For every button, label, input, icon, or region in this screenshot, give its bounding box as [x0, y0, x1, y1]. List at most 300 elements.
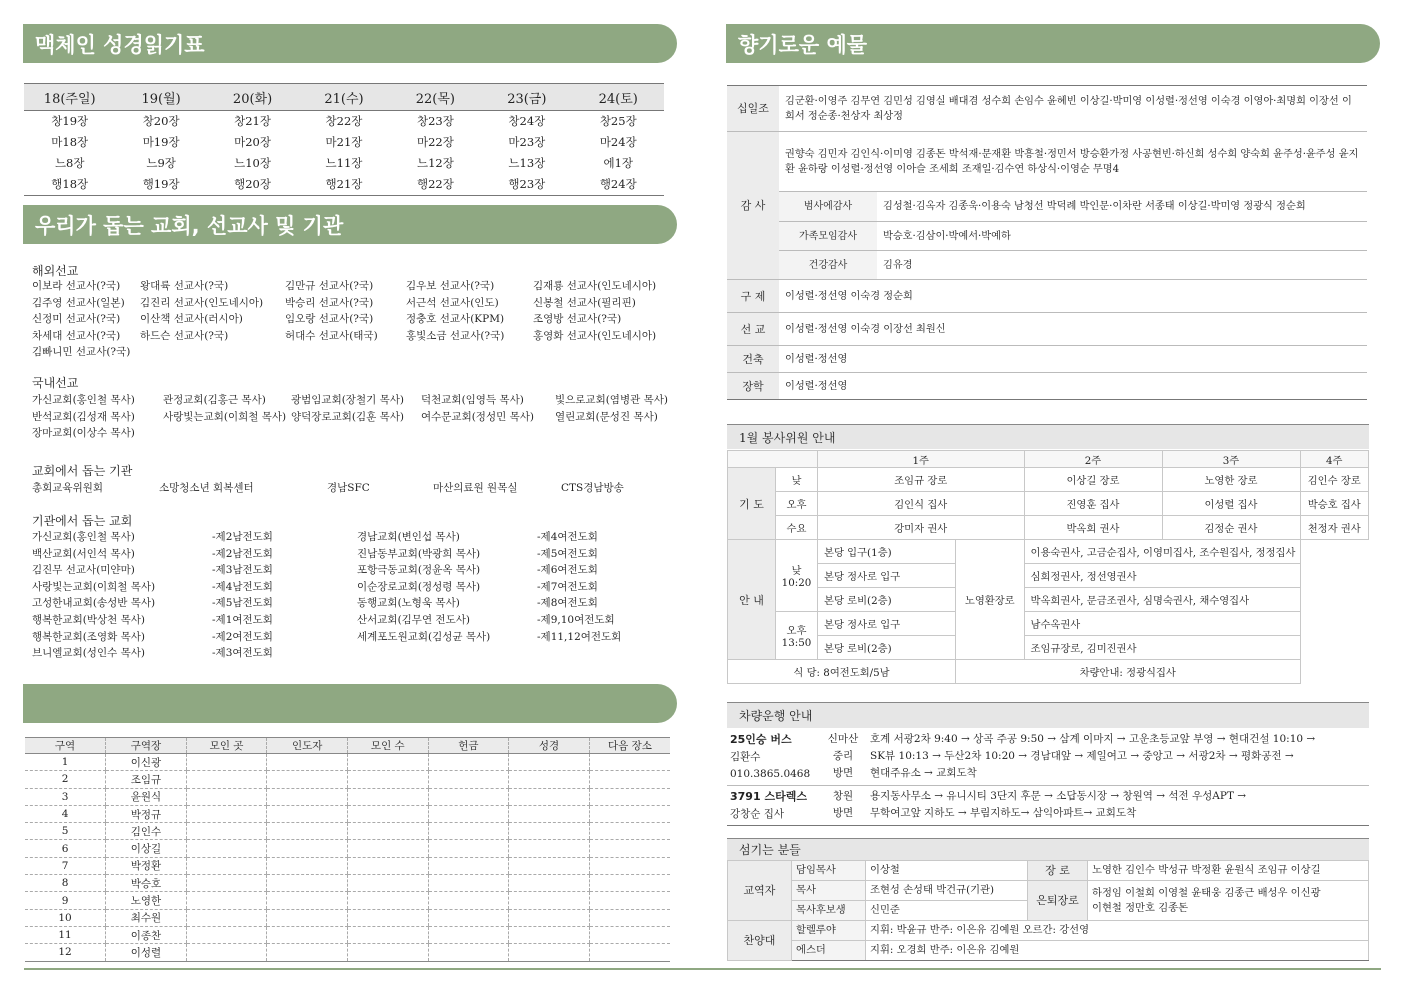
offering-title-band	[726, 24, 1380, 63]
zone-row	[25, 857, 670, 874]
guide-people: 조임규장로, 김미진권사	[1024, 636, 1300, 660]
overseas-item: 서근석 선교사(인도)	[406, 296, 499, 309]
servants-title: 섬기는 분들	[727, 838, 1369, 860]
reading-cell: 마19장	[142, 135, 180, 149]
vehicle-route-line: 현대주유소 → 교회도착	[870, 767, 977, 779]
zone-number: 2	[25, 771, 106, 788]
service-title: 1월 봉사위원 안내	[727, 424, 1369, 449]
zone-blank-cell[interactable]	[428, 840, 509, 857]
pastor-label: 담임목사	[792, 861, 866, 881]
zone-blank-cell[interactable]	[186, 875, 267, 892]
zone-blank-cell[interactable]	[589, 909, 670, 926]
zone-blank-cell[interactable]	[348, 840, 429, 857]
church-cell: -제11,12여전도회	[537, 630, 622, 643]
guide-people: 심희정권사, 정선영권사	[1024, 564, 1300, 588]
zone-number: 11	[25, 926, 106, 943]
cand-name: 신민준	[866, 901, 1028, 921]
zone-blank-cell[interactable]	[348, 805, 429, 822]
offering-table	[727, 85, 1367, 400]
family-names: 박승호·김삼이·박예서·박예하	[877, 222, 1367, 251]
church-cell: -제8여전도회	[537, 597, 598, 610]
zone-blank-cell[interactable]	[589, 892, 670, 909]
vehicle-area-line: 창원	[832, 790, 854, 802]
prayer-person: 강미자 권사	[818, 516, 1025, 540]
vehicle-name: 3791 스타렉스	[730, 790, 807, 803]
scholar-names: 이성렬·정선영	[779, 373, 1367, 400]
vehicle-area	[819, 729, 867, 786]
service-table	[727, 450, 1369, 684]
vehicle-area-line: 방면	[832, 767, 854, 779]
vehicle-area-line: 중리	[832, 750, 854, 762]
zone-blank-cell[interactable]	[186, 771, 267, 788]
reading-cell: 마18장	[51, 135, 89, 149]
zone-blank-cell[interactable]	[186, 944, 267, 961]
prayer-person: 천정자 권사	[1300, 516, 1369, 540]
zone-number: 9	[25, 892, 106, 909]
overseas-item: 신정미 선교사(?국)	[32, 313, 121, 326]
prayer-row	[728, 468, 1369, 492]
guide-spot: 본당 정사로 입구	[818, 612, 956, 636]
zone-blank-cell[interactable]	[348, 788, 429, 805]
vehicle-phone: 010.3865.0468	[730, 768, 811, 780]
church-cell: -제6여전도회	[537, 564, 598, 577]
vehicle-driver: 강창순 집사	[730, 808, 785, 820]
zone-leader: 최수원	[106, 909, 187, 926]
zone-blank-cell[interactable]	[428, 892, 509, 909]
zone-blank-cell[interactable]	[509, 892, 590, 909]
church-cell: 행복한교회(조영화 목사)	[32, 630, 145, 643]
zone-blank-cell[interactable]	[267, 875, 348, 892]
church-cell: 세계포도원교회(김성균 목사)	[357, 630, 491, 643]
zone-blank-cell[interactable]	[589, 805, 670, 822]
zone-blank-cell[interactable]	[267, 823, 348, 840]
reading-cell: 창21장	[234, 114, 271, 128]
guide-day-hour: 10:20	[781, 577, 812, 589]
vehicle-route-line: SK뷰 10:13 → 두산2차 10:20 → 경남대앞 → 제일여고 → 중앙고 → 서광2차 → 평화공전 →	[870, 750, 1294, 762]
sunday-label: 범사에감사	[779, 192, 877, 222]
zone-blank-cell[interactable]	[589, 823, 670, 840]
build-label: 건축	[727, 346, 779, 373]
reading-day-header: 19(월)	[115, 84, 206, 111]
reading-cell: 마22장	[416, 135, 454, 149]
zone-blank-cell[interactable]	[186, 926, 267, 943]
reading-cell: 행24장	[573, 174, 664, 196]
zone-number: 3	[25, 788, 106, 805]
church-cell: -제5여전도회	[537, 547, 598, 560]
zone-blank-cell[interactable]	[186, 909, 267, 926]
reading-row	[24, 174, 664, 196]
thanks-label: 감 사	[727, 132, 779, 280]
zone-blank-cell[interactable]	[348, 926, 429, 943]
zone-blank-cell[interactable]	[428, 805, 509, 822]
health-names: 김유경	[877, 251, 1367, 280]
week-header: 1주	[818, 451, 1025, 468]
domestic-item: 사랑빛는교회(이희철 목사)	[163, 410, 287, 423]
zone-blank-cell[interactable]	[186, 840, 267, 857]
vehicle-title: 차량운행 안내	[727, 702, 1369, 728]
vehicle-table	[727, 729, 1369, 826]
zone-blank-cell[interactable]	[589, 754, 670, 771]
vehicle-area	[819, 786, 867, 826]
vehicle-row	[727, 786, 1369, 826]
zone-blank-cell[interactable]	[428, 875, 509, 892]
domestic-item: 관정교회(김홍근 목사)	[163, 394, 266, 406]
elder-label: 장 로	[1028, 861, 1088, 881]
zone-blank-cell[interactable]	[267, 788, 348, 805]
zone-blank-cell[interactable]	[509, 926, 590, 943]
zone-blank-cell[interactable]	[267, 909, 348, 926]
thanks-names: 권향숙 김민자 김인식·이미영 김종돈 박석재·문재환 박흥철·정민서 방승환가정 사공현빈·하신희 성수희 양숙희 윤주성·윤주성 윤지환 윤하랑 이성렬·정선영 이아슬 조세희 조재일·김수연 하상식·이영순 무명4	[779, 132, 1367, 192]
zone-blank-cell[interactable]	[186, 892, 267, 909]
zone-blank-cell[interactable]	[589, 857, 670, 874]
reading-row	[24, 111, 664, 133]
overseas-item: 왕대륙 선교사(?국)	[140, 280, 229, 292]
reading-day-header: 23(금)	[481, 84, 572, 111]
zone-blank-cell[interactable]	[509, 823, 590, 840]
zone-header: 모인 곳	[186, 738, 267, 754]
overseas-item: 홍영화 선교사(인도네시아)	[533, 329, 657, 342]
zone-blank-cell[interactable]	[186, 754, 267, 771]
guide-day-time	[776, 540, 818, 612]
zone-number: 1	[25, 754, 106, 771]
reading-cell: 행22장	[390, 174, 481, 196]
domestic-item: 가신교회(홍인철 목사)	[32, 394, 135, 406]
zone-blank-cell[interactable]	[348, 857, 429, 874]
zone-blank-cell[interactable]	[267, 892, 348, 909]
reading-cell: 행19장	[115, 174, 206, 196]
prayer-slot: 오후	[776, 492, 818, 516]
zone-blank-cell[interactable]	[348, 909, 429, 926]
guide-pm: 오후	[786, 625, 807, 637]
reading-cell: 마24장	[599, 135, 637, 149]
zone-blank-cell[interactable]	[509, 857, 590, 874]
zone-row	[25, 754, 670, 771]
zone-row	[25, 805, 670, 822]
reading-cell: 마21장	[325, 135, 363, 149]
guide-label: 안 내	[728, 540, 776, 660]
zone-blank-cell[interactable]	[348, 754, 429, 771]
zone-number: 4	[25, 805, 106, 822]
overseas-item: 하드슨 선교사(?국)	[140, 329, 229, 342]
zone-header: 모인 수	[348, 738, 429, 754]
health-label: 건강감사	[779, 251, 877, 280]
vehicle-row	[727, 729, 1369, 786]
zone-blank-cell[interactable]	[428, 857, 509, 874]
guide-spot: 본당 로비(2층)	[818, 636, 956, 660]
prayer-person: 박승호 집사	[1300, 492, 1369, 516]
zone-blank-cell[interactable]	[348, 771, 429, 788]
zone-number: 10	[25, 909, 106, 926]
choir1-info: 지휘: 박윤규 반주: 이은유 김예원 오르간: 강선영	[866, 921, 1369, 941]
church-cell: 사랑빛는교회(이희철 목사)	[32, 580, 156, 593]
zone-blank-cell[interactable]	[348, 875, 429, 892]
inst-item: CTS경남방송	[561, 482, 624, 494]
vehicle-info	[727, 729, 819, 786]
church-cell: 김진무 선교사(미얀마)	[32, 564, 135, 577]
reading-cell: 느11장	[325, 156, 363, 170]
zone-blank-cell[interactable]	[267, 926, 348, 943]
zone-leader: 이종찬	[106, 926, 187, 943]
reading-cell: 느13장	[508, 156, 546, 170]
domestic-item: 장마교회(이상수 목사)	[32, 427, 135, 440]
reading-cell: 창23장	[416, 114, 454, 128]
guide-row	[728, 564, 1369, 588]
church-cell: 이순장로교회(정성령 목사)	[357, 580, 481, 593]
zone-leader: 박정규	[106, 805, 187, 822]
bottom-line	[24, 968, 1381, 970]
zone-leader: 이신광	[106, 754, 187, 771]
zone-row	[25, 823, 670, 840]
church-title: 기관에서 돕는 교회	[32, 514, 133, 528]
overseas-item: 임오랑 선교사(?국)	[285, 313, 374, 326]
church-cell: 동행교회(노형욱 목사)	[357, 597, 460, 610]
church-cell: -제9,10여전도회	[537, 613, 615, 626]
vehicle-route-line: 호계 서광2차 9:40 → 상곡 주공 9:50 → 삼계 이마지 → 고운초등교앞 부영 → 현대건설 10:10 →	[870, 733, 1316, 745]
guide-people: 박옥희권사, 문금조권사, 심명숙권사, 채수영집사	[1024, 588, 1300, 612]
prayer-person: 박옥희 권사	[1024, 516, 1162, 540]
zone-header: 인도자	[267, 738, 348, 754]
reading-cell: 마23장	[508, 135, 546, 149]
elder-names: 노영한 김인수 박성규 박정환 윤원식 조임규 이상길	[1088, 861, 1369, 881]
inst-title: 교회에서 돕는 기관	[32, 464, 133, 478]
prayer-person: 조임규 장로	[818, 468, 1025, 492]
reading-day-header: 22(목)	[390, 84, 481, 111]
guide-spot: 본당 입구(1층)	[818, 540, 956, 564]
choir1-name: 할렐루야	[792, 921, 866, 941]
church-cell: -제3남전도회	[212, 564, 273, 577]
inst-list	[32, 480, 691, 497]
scholar-label: 장학	[727, 373, 779, 400]
overseas-item: 이보라 선교사(?국)	[32, 280, 121, 292]
mission-names: 이성렬·정선영 이숙경 이장선 최원신	[779, 313, 1367, 346]
zone-blank-cell[interactable]	[589, 788, 670, 805]
zone-blank-cell[interactable]	[428, 909, 509, 926]
church-cell: -제4여전도회	[537, 531, 598, 543]
church-cell	[357, 645, 537, 662]
zone-row	[25, 875, 670, 892]
guide-pm-time	[776, 612, 818, 660]
zone-blank-cell[interactable]	[589, 926, 670, 943]
vehicle-driver: 김환수	[730, 751, 761, 763]
guide-row	[728, 588, 1369, 612]
assoc-names: 조현성 손성태 박건규(기관)	[866, 881, 1028, 901]
inst-item: 총회교육위원회	[32, 482, 104, 494]
reading-cell: 행21장	[298, 174, 389, 196]
week-header: 4주	[1300, 451, 1369, 468]
zone-blank-cell[interactable]	[267, 840, 348, 857]
relief-names: 이성렬·정선영 이숙경 정순희	[779, 280, 1367, 313]
prayer-person: 김인수 장로	[1300, 468, 1369, 492]
vehicle-route-line: 용지동사무소 → 유니시티 3단지 후문 → 소답동시장 → 창원역 → 석전 우성APT →	[870, 790, 1247, 802]
church-cell: 브니엘교회(성인수 목사)	[32, 647, 145, 660]
church-cell: -제2남전도회	[212, 531, 273, 543]
reading-row	[24, 153, 664, 174]
zone-blank-cell[interactable]	[267, 754, 348, 771]
domestic-item: 덕천교회(임영득 목사)	[421, 394, 524, 406]
zone-blank-cell[interactable]	[589, 944, 670, 961]
zone-blank-cell[interactable]	[509, 840, 590, 857]
zone-blank-cell[interactable]	[589, 840, 670, 857]
reading-day-header: 24(토)	[573, 84, 664, 111]
zone-leader: 조임규	[106, 771, 187, 788]
zone-blank-cell[interactable]	[267, 805, 348, 822]
church-cell: -제3여전도회	[212, 647, 273, 660]
reading-cell: 에1장	[603, 156, 634, 170]
prayer-person: 김정순 권사	[1162, 516, 1300, 540]
zone-blank-cell[interactable]	[428, 788, 509, 805]
offering-title: 향기로운 예물	[738, 32, 868, 57]
zone-row	[25, 771, 670, 788]
prayer-person: 진영훈 집사	[1024, 492, 1162, 516]
overseas-item: 김만규 선교사(?국)	[285, 280, 374, 292]
sunday-names: 김성철·김옥자 김종욱·이용숙 남청선 박덕례 박인문·이차란 서종태 이상길·박미영 정광식 정순희	[877, 192, 1367, 222]
staff-label: 교역자	[728, 861, 792, 921]
guide-row	[728, 612, 1369, 636]
tithe-names: 김군환·이영주 김무연 김민성 김영실 배대겸 성수희 손임수 윤혜빈 이상길·박미영 이성렬·정선영 이숙경 이영아·최명희 이장선 이희서 정순종·천상자 최상정	[779, 86, 1367, 132]
retired-line-1: 하정임 이철희 이영철 윤태웅 김종근 배성우 이신광	[1092, 886, 1321, 899]
zone-leader: 박승호	[106, 875, 187, 892]
vehicle-name: 25인승 버스	[730, 733, 792, 746]
overseas-item: 정충호 선교사(KPM)	[406, 313, 505, 326]
zone-blank-cell[interactable]	[589, 771, 670, 788]
guide-row	[728, 540, 1369, 564]
overseas-list	[32, 278, 663, 361]
overseas-item: 홍빛소금 선교사(?국)	[406, 329, 505, 342]
zone-blank-cell[interactable]	[509, 771, 590, 788]
pastor-name: 이상철	[866, 861, 1028, 881]
zone-blank-cell[interactable]	[428, 944, 509, 961]
church-cell: 경남교회(변인섭 목사)	[357, 531, 460, 543]
zone-report-table	[25, 737, 670, 962]
zone-blank-cell[interactable]	[428, 823, 509, 840]
vehicle-info	[727, 786, 819, 826]
reading-day-header: 21(수)	[298, 84, 389, 111]
reading-title-band	[23, 24, 677, 63]
tithe-label: 십일조	[727, 86, 779, 132]
zone-blank-cell[interactable]	[509, 875, 590, 892]
zone-blank-cell[interactable]	[509, 909, 590, 926]
domestic-item: 광범임교회(장철기 목사)	[291, 394, 404, 406]
zone-row	[25, 788, 670, 805]
zone-blank-cell[interactable]	[186, 823, 267, 840]
zone-leader: 김인수	[106, 823, 187, 840]
zone-blank-cell[interactable]	[348, 892, 429, 909]
overseas-item: 이산책 선교사(러시아)	[140, 313, 243, 326]
prayer-row	[728, 516, 1369, 540]
zone-row	[25, 926, 670, 943]
zone-blank-cell[interactable]	[589, 875, 670, 892]
zone-blank-cell[interactable]	[509, 788, 590, 805]
zone-number: 7	[25, 857, 106, 874]
church-cell: 가신교회(홍인철 목사)	[32, 531, 135, 543]
zone-blank-cell[interactable]	[348, 823, 429, 840]
relief-label: 구 제	[727, 280, 779, 313]
build-names: 이성렬·정선영	[779, 346, 1367, 373]
overseas-item: 김주영 선교사(일본)	[32, 296, 125, 309]
reading-cell: 느9장	[146, 156, 176, 170]
overseas-item: 김우보 선교사(?국)	[406, 280, 495, 292]
overseas-item: 허대수 선교사(태국)	[285, 329, 378, 342]
zone-blank-cell[interactable]	[428, 771, 509, 788]
support-title: 우리가 돕는 교회, 선교사 및 기관	[35, 213, 344, 238]
zone-row	[25, 944, 670, 961]
reading-day-header: 20(화)	[207, 84, 298, 111]
guide-row	[728, 636, 1369, 660]
zone-blank-cell[interactable]	[267, 857, 348, 874]
guide-leader: 노영환장로	[956, 540, 1025, 660]
zone-row	[25, 892, 670, 909]
zone-row	[25, 840, 670, 857]
zone-blank-cell[interactable]	[186, 805, 267, 822]
zone-blank-cell[interactable]	[348, 944, 429, 961]
vehicle-route	[867, 729, 1369, 786]
zone-blank-cell[interactable]	[428, 926, 509, 943]
prayer-slot: 수요	[776, 516, 818, 540]
church-cell: 포항극동교회(정윤옥 목사)	[357, 564, 481, 577]
zone-blank-cell[interactable]	[267, 944, 348, 961]
reading-cell: 창22장	[325, 114, 363, 128]
retired-label: 은퇴장로	[1028, 881, 1088, 921]
cand-label: 목사후보생	[792, 901, 866, 921]
zone-blank-cell[interactable]	[186, 857, 267, 874]
church-cell: 진남동부교회(박광희 목사)	[357, 547, 481, 560]
inst-item: 경남SFC	[327, 482, 370, 494]
reading-day-header: 18(주일)	[24, 84, 115, 111]
reading-schedule	[24, 83, 664, 196]
church-cell: 고성한내교회(송성반 목사)	[32, 597, 156, 610]
zone-header: 성경	[509, 738, 590, 754]
zone-blank-cell[interactable]	[186, 788, 267, 805]
vehicle-route	[867, 786, 1369, 826]
church-cell: -제2여전도회	[212, 630, 273, 643]
zone-blank-cell[interactable]	[509, 944, 590, 961]
prayer-slot: 낮	[776, 468, 818, 492]
domestic-item: 양덕장로교회(김훈 목사)	[291, 410, 404, 423]
church-cell	[537, 645, 657, 662]
vehicle-area-line: 신마산	[827, 733, 859, 745]
prayer-row	[728, 492, 1369, 516]
zone-number: 8	[25, 875, 106, 892]
zone-row	[25, 909, 670, 926]
reading-cell: 창19장	[51, 114, 89, 128]
parking-note: 차량안내: 정광식집사	[956, 660, 1301, 684]
overseas-item: 조영방 선교사(?국)	[533, 313, 622, 326]
overseas-item: 차세대 선교사(?국)	[32, 329, 121, 342]
reading-cell: 느10장	[234, 156, 271, 170]
reading-cell: 느12장	[416, 156, 454, 170]
family-label: 가족모임감사	[779, 222, 877, 251]
guide-day: 낮	[791, 565, 802, 577]
inst-item: 마산의료원 원목실	[433, 482, 518, 494]
prayer-person: 노영한 장로	[1162, 468, 1300, 492]
servants-table	[727, 860, 1369, 961]
inst-item: 소망청소년 회복센터	[159, 482, 254, 494]
zone-number: 5	[25, 823, 106, 840]
zone-header: 다음 장소	[589, 738, 670, 754]
zone-number: 6	[25, 840, 106, 857]
zone-blank-cell[interactable]	[267, 771, 348, 788]
zone-blank-cell[interactable]	[428, 754, 509, 771]
zone-blank-cell[interactable]	[509, 754, 590, 771]
church-cell: 백산교회(서인석 목사)	[32, 547, 135, 560]
guide-people: 이용숙권사, 고금순집사, 이영미집사, 조수원집사, 정정집사	[1024, 540, 1300, 564]
guide-spot: 본당 로비(2층)	[818, 588, 956, 612]
vehicle-area-line: 방면	[832, 807, 854, 819]
zone-blank-cell[interactable]	[509, 805, 590, 822]
church-list	[32, 529, 657, 662]
overseas-item: 신봉철 선교사(필리핀)	[533, 296, 636, 309]
reading-cell: 행20장	[207, 174, 298, 196]
